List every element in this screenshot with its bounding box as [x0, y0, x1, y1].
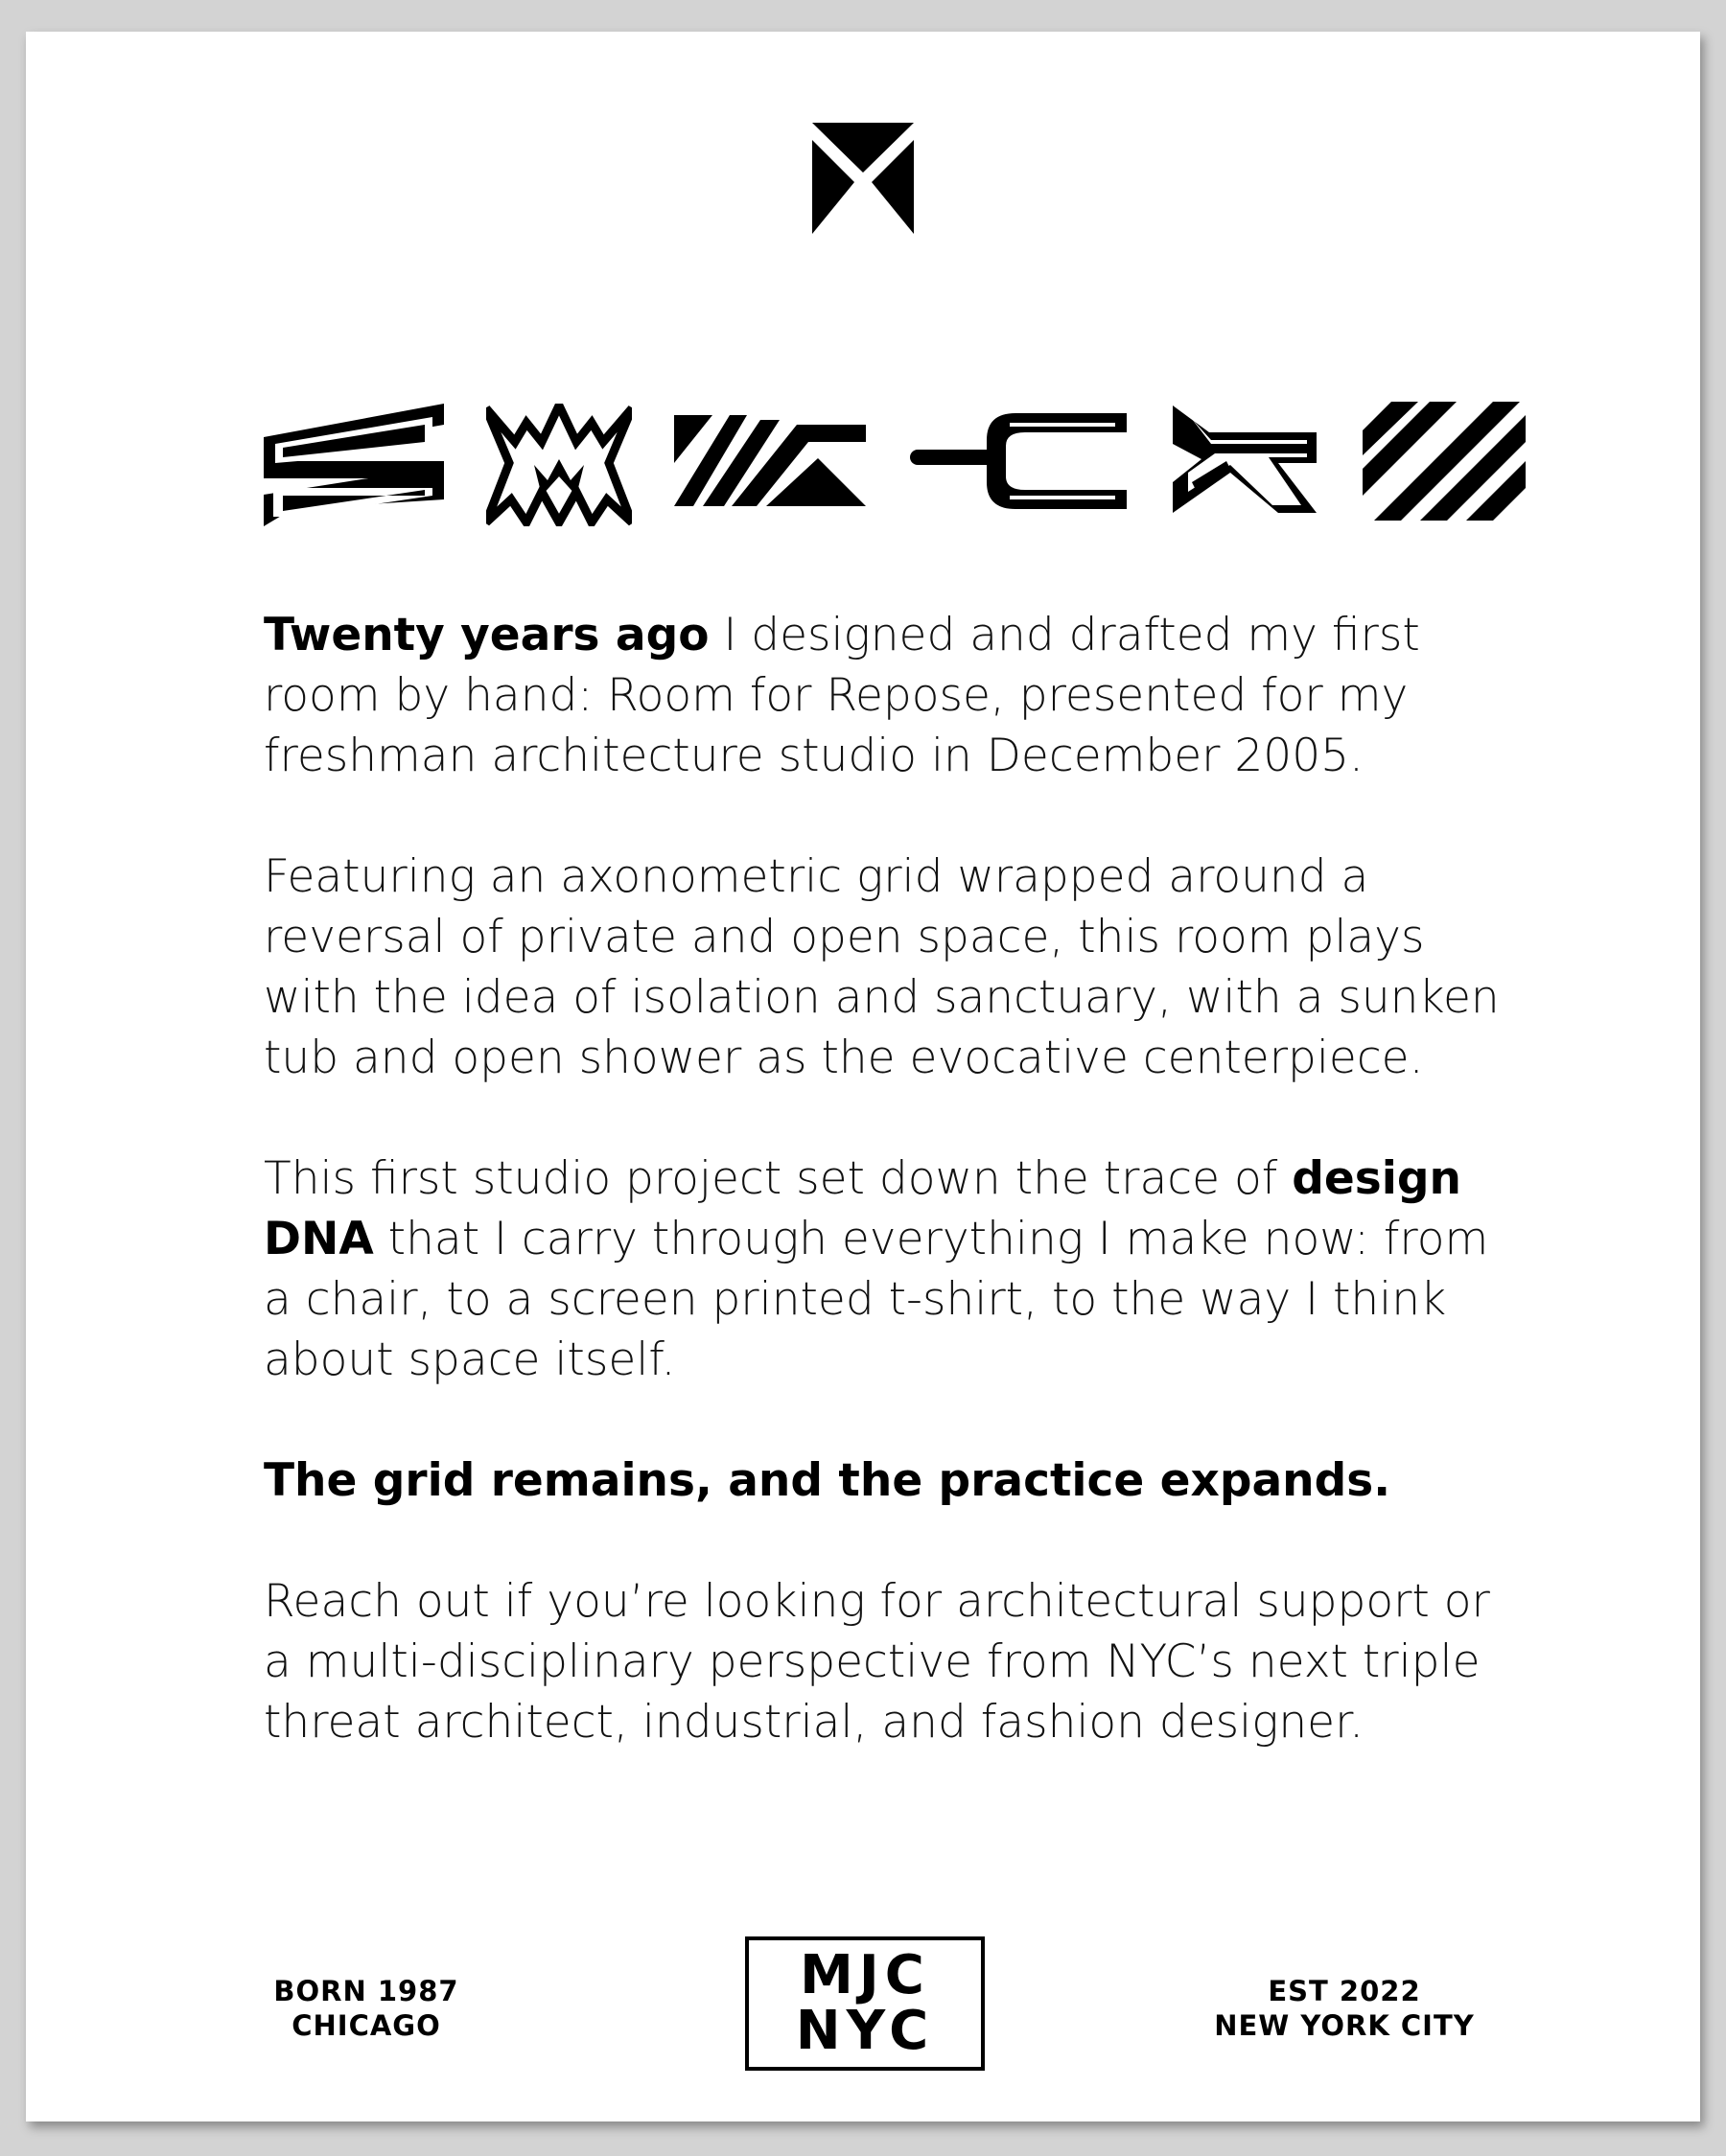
paragraph-5-text: Reach out if you’re looking for architectural support or a multi-disciplinary perspective from NYC’s next triple threat architect, industrial, and fashion designer.: [264, 1575, 1490, 1749]
paragraph-1-text: I designed and drafted my first room by hand: Room for Repose, presented for my freshman architecture studio in December 2005.: [264, 609, 1420, 782]
paragraph-3: [264, 1148, 1529, 1390]
glyph-letter-4-icon: [910, 409, 1127, 513]
paragraph-3-text-after: that I carry through everything I make now: from a chair, to a screen printed t-shirt, to the way I think about space itself.: [264, 1213, 1489, 1386]
paragraph-2-text: Featuring an axonometric grid wrapped around a reversal of private and open space, this room plays with the idea of isolation and sanctuary, with a sunken tub and open shower as the evocative centerpiece.: [264, 850, 1500, 1084]
paragraph-3-text-before: This first studio project set down the trace of: [264, 1152, 1293, 1205]
glyph-letter-5-icon: [1173, 406, 1317, 517]
glyph-letter-1-icon: [264, 404, 446, 526]
glyph-letter-6-icon: [1363, 402, 1526, 521]
glyph-letter-2-icon: [486, 404, 632, 526]
paragraph-2: [264, 846, 1529, 1088]
glyph-row: [264, 367, 1510, 521]
footer-born-city: CHICAGO: [292, 2009, 441, 2042]
footer-est-year: EST 2022: [1268, 1975, 1421, 2007]
paragraph-4-bold: The grid remains, and the practice expands.: [264, 1454, 1391, 1507]
footer-established: [1186, 1974, 1503, 2043]
paragraph-5: [264, 1571, 1529, 1752]
paragraph-3-bold-mid: design DNA: [264, 1152, 1461, 1265]
paragraph-1-bold-lead: Twenty years ago: [264, 609, 710, 661]
footer-est-city: NEW YORK CITY: [1214, 2009, 1475, 2042]
mjc-monogram-icon: [812, 123, 914, 234]
poster-page: [26, 32, 1700, 2121]
body-copy: [264, 605, 1529, 1813]
logo-line-2: NYC: [795, 2000, 935, 2062]
footer-born: [256, 1974, 477, 2043]
logo-line-1: MJC: [800, 1944, 930, 2006]
footer-born-year: BORN 1987: [273, 1975, 459, 2007]
paragraph-4: [264, 1450, 1529, 1511]
mjc-nyc-logo: [745, 1936, 985, 2071]
glyph-letter-3-icon: [674, 415, 866, 511]
paragraph-1: [264, 605, 1529, 786]
